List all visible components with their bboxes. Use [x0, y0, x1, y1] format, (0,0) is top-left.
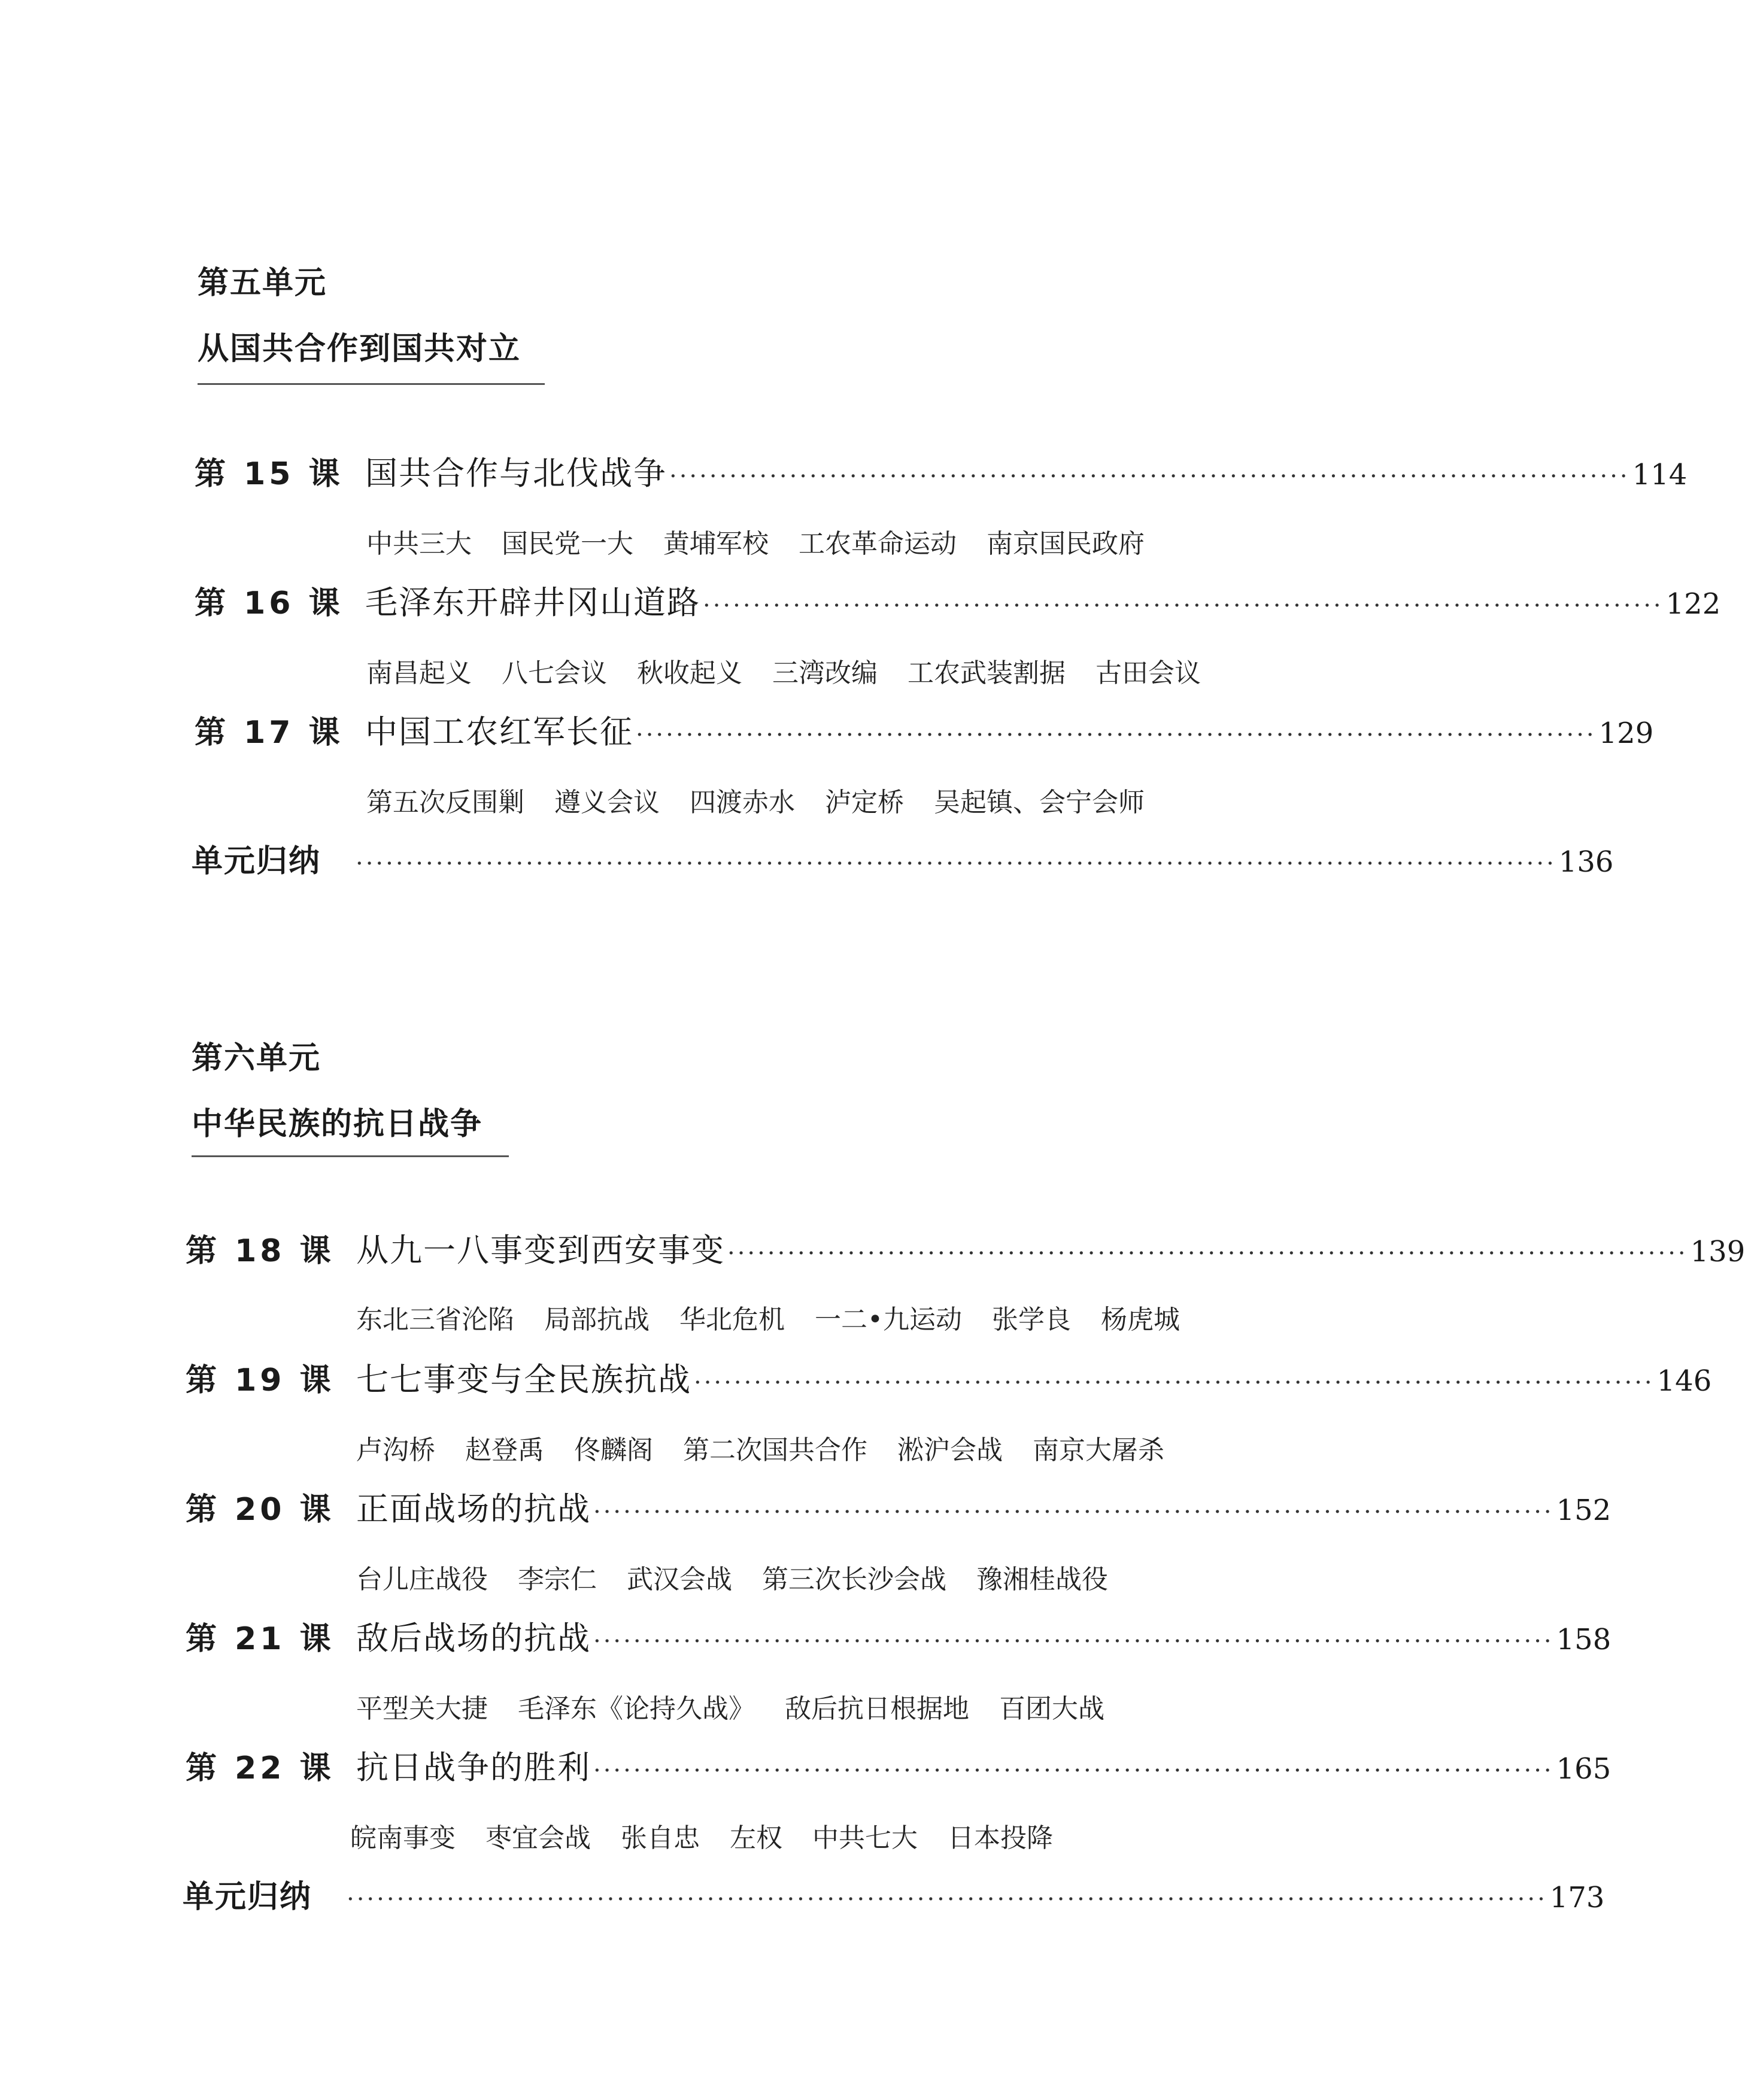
- page-number: 129: [1598, 717, 1654, 750]
- leader-dots: ································································································: [593, 1498, 1554, 1526]
- lesson-title: 七七事变与全民族抗战: [356, 1361, 691, 1398]
- page-number: 173: [1549, 1881, 1605, 1914]
- lesson-title: 国共合作与北伐战争: [365, 454, 667, 492]
- unit-title: 从国共合作到国共对立: [198, 331, 521, 367]
- leader-dots: ································································································: [727, 1240, 1688, 1267]
- page-number: 136: [1558, 845, 1614, 879]
- keyword: 泸定桥: [825, 787, 904, 818]
- unit-label: 第五单元: [198, 265, 327, 301]
- lesson-keywords: [356, 1558, 1138, 1596]
- keyword: 黄埔军校: [663, 529, 769, 559]
- keyword: 中共七大: [812, 1823, 918, 1853]
- lesson-title: 抗日战争的胜利: [356, 1749, 591, 1786]
- toc-entry-unit-summary[interactable]: [183, 1871, 1605, 1919]
- leader-dots: ································································································: [593, 1757, 1554, 1785]
- leader-dots: ································································································: [703, 592, 1664, 620]
- lesson-number: 第 21 课: [186, 1621, 335, 1657]
- toc-entry-lesson-15[interactable]: [195, 448, 1688, 496]
- lesson-title: 中国工农红军长征: [365, 713, 633, 751]
- lesson-keywords: [350, 1816, 1083, 1855]
- keyword: 左权: [730, 1823, 782, 1853]
- keyword: 平型关大捷: [356, 1694, 488, 1724]
- keyword: 日本投降: [948, 1823, 1053, 1853]
- leader-dots: ························································································································: [356, 850, 1556, 878]
- keyword: 一二•九运动: [815, 1304, 962, 1335]
- keyword: 局部抗战: [544, 1304, 650, 1335]
- toc-entry-lesson-22[interactable]: [186, 1742, 1612, 1790]
- lesson-title: 正面战场的抗战: [356, 1490, 591, 1528]
- keyword: 李宗仁: [518, 1564, 597, 1595]
- lesson-number: 第 22 课: [186, 1750, 335, 1786]
- lesson-number: 第 20 课: [186, 1492, 335, 1528]
- keyword: 武汉会战: [627, 1564, 732, 1595]
- keyword: 三湾改编: [772, 658, 878, 688]
- leader-dots: ································································································: [593, 1628, 1554, 1655]
- unit-title: 中华民族的抗日战争: [192, 1106, 483, 1142]
- page-number: 114: [1632, 458, 1688, 491]
- lesson-number: 第 15 课: [195, 456, 344, 492]
- keyword: 东北三省沦陷: [356, 1304, 514, 1335]
- lesson-keywords: [356, 1428, 1194, 1467]
- keyword: 南京国民政府: [987, 529, 1145, 559]
- toc-entry-lesson-21[interactable]: [186, 1613, 1612, 1661]
- lesson-title: 敌后战场的抗战: [356, 1619, 591, 1657]
- lesson-number: 第 19 课: [186, 1362, 335, 1398]
- keyword: 第二次国共合作: [683, 1435, 867, 1465]
- lesson-keywords: [356, 1298, 1210, 1336]
- lesson-keywords: [366, 522, 1175, 560]
- keyword: 佟麟阁: [574, 1435, 653, 1465]
- lesson-keywords: [356, 1687, 1134, 1725]
- toc-entry-lesson-16[interactable]: [195, 577, 1721, 625]
- keyword: 赵登禹: [465, 1435, 544, 1465]
- keyword: 南昌起义: [366, 658, 472, 688]
- keyword: 中共三大: [366, 529, 472, 559]
- lesson-keywords: [366, 651, 1231, 690]
- keyword: 敌后抗日根据地: [785, 1694, 969, 1724]
- keyword: 皖南事变: [350, 1823, 456, 1853]
- unit-summary-label: 单元归纳: [192, 843, 321, 879]
- toc-entry-lesson-17[interactable]: [195, 706, 1654, 754]
- keyword: 台儿庄战役: [356, 1564, 488, 1595]
- page-number: 146: [1656, 1364, 1712, 1398]
- keyword: 工农革命运动: [799, 529, 957, 559]
- keyword: 工农武装割据: [908, 658, 1066, 688]
- lesson-number: 第 16 课: [195, 585, 344, 621]
- page-number: 152: [1556, 1494, 1612, 1527]
- toc-entry-lesson-19[interactable]: [186, 1354, 1712, 1402]
- page-number: 158: [1556, 1623, 1612, 1656]
- keyword: 国民党一大: [502, 529, 633, 559]
- keyword: 八七会议: [502, 658, 607, 688]
- leader-dots: ························································································································: [347, 1886, 1547, 1913]
- page-number: 122: [1665, 587, 1721, 621]
- lesson-keywords: [366, 781, 1175, 819]
- leader-dots: ································································································: [636, 721, 1597, 749]
- keyword: 豫湘桂战役: [976, 1564, 1108, 1595]
- keyword: 四渡赤水: [690, 787, 795, 818]
- unit-title-underline: [192, 1155, 509, 1157]
- keyword: 枣宜会战: [485, 1823, 591, 1853]
- unit-summary-label: 单元归纳: [183, 1879, 312, 1915]
- page-number: 139: [1690, 1235, 1745, 1269]
- keyword: 华北危机: [679, 1304, 785, 1335]
- keyword: 张自忠: [621, 1823, 700, 1853]
- lesson-title: 毛泽东开辟井冈山道路: [365, 584, 700, 621]
- unit-label: 第六单元: [192, 1040, 321, 1076]
- leader-dots: ································································································: [694, 1369, 1655, 1397]
- toc-entry-lesson-18[interactable]: [186, 1225, 1745, 1273]
- keyword: 遵义会议: [554, 787, 660, 818]
- lesson-title: 从九一八事变到西安事变: [356, 1231, 725, 1269]
- keyword: 杨虎城: [1100, 1304, 1180, 1335]
- keyword: 古田会议: [1095, 658, 1201, 688]
- keyword: 淞沪会战: [897, 1435, 1003, 1465]
- keyword: 张学良: [991, 1304, 1071, 1335]
- keyword: 吴起镇、会宁会师: [934, 787, 1145, 818]
- keyword: 第五次反围剿: [366, 787, 524, 818]
- keyword: 秋收起义: [637, 658, 742, 688]
- keyword: 第三次长沙会战: [762, 1564, 946, 1595]
- unit-title-underline: [198, 383, 545, 385]
- leader-dots: ································································································: [669, 463, 1630, 490]
- toc-entry-unit-summary[interactable]: [192, 836, 1614, 884]
- keyword: 南京大屠杀: [1033, 1435, 1164, 1465]
- lesson-number: 第 18 课: [186, 1233, 335, 1269]
- page-number: 165: [1556, 1752, 1612, 1786]
- keyword: 毛泽东《论持久战》: [518, 1694, 755, 1724]
- toc-entry-lesson-20[interactable]: [186, 1483, 1612, 1531]
- keyword: 百团大战: [999, 1694, 1104, 1724]
- keyword: 卢沟桥: [356, 1435, 435, 1465]
- lesson-number: 第 17 课: [195, 715, 344, 751]
